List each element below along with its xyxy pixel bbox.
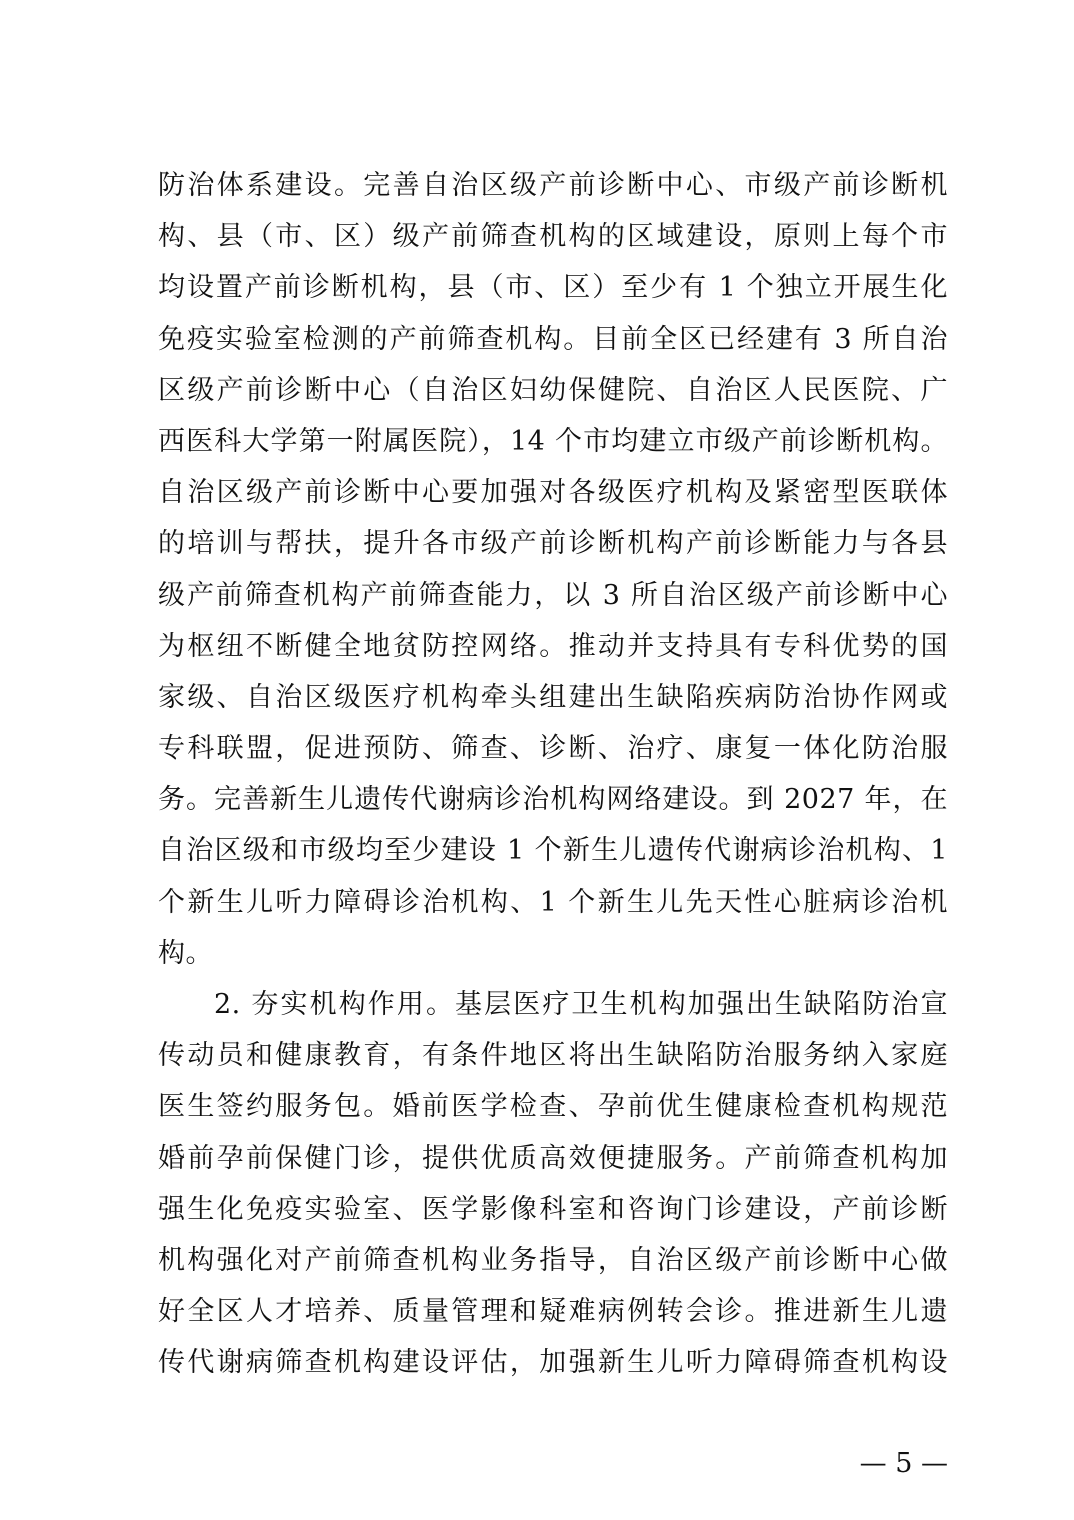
text-line-17: 2. 夯实机构作用。基层医疗卫生机构加强出生缺陷防治宣 — [214, 989, 948, 1020]
text-line-21: 强生化免疫实验室、医学影像科室和咨询门诊建设，产前诊断 — [158, 1193, 948, 1225]
text-line-24: 传代谢病筛查机构建设评估，加强新生儿听力障碍筛查机构设 — [158, 1347, 948, 1379]
text-line-4: 免疫实验室检测的产前筛查机构。目前全区已经建有 3 所自治 — [158, 323, 948, 355]
text-line-22: 机构强化对产前筛查机构业务指导，自治区级产前诊断中心做 — [158, 1244, 948, 1276]
text-line-15: 个新生儿听力障碍诊治机构、1 个新生儿先天性心脏病诊治机 — [158, 886, 948, 918]
text-line-23: 好全区人才培养、质量管理和疑难病例转会诊。推进新生儿遗 — [158, 1296, 948, 1328]
text-line-20: 婚前孕前保健门诊，提供优质高效便捷服务。产前筛查机构加 — [158, 1142, 948, 1174]
text-line-16: 构。 — [158, 937, 213, 969]
text-line-12: 专科联盟，促进预防、筛查、诊断、治疗、康复一体化防治服 — [158, 733, 948, 765]
text-line-13: 务。完善新生儿遗传代谢病诊治机构网络建设。到 2027 年，在 — [158, 784, 948, 816]
text-line-3: 均设置产前诊断机构，县（市、区）至少有 1 个独立开展生化 — [158, 272, 948, 304]
text-line-10: 为枢纽不断健全地贫防控网络。推动并支持具有专科优势的国 — [158, 630, 948, 662]
text-line-2: 构、县（市、区）级产前筛查机构的区域建设，原则上每个市 — [158, 221, 948, 253]
text-line-19: 医生签约服务包。婚前医学检查、孕前优生健康检查机构规范 — [158, 1091, 948, 1123]
text-line-1: 防治体系建设。完善自治区级产前诊断中心、市级产前诊断机 — [158, 170, 948, 201]
text-line-18: 传动员和健康教育，有条件地区将出生缺陷防治服务纳入家庭 — [158, 1040, 948, 1072]
text-line-11: 家级、自治区级医疗机构牵头组建出生缺陷疾病防治协作网或 — [158, 681, 948, 713]
text-line-8: 的培训与帮扶，提升各市级产前诊断机构产前诊断能力与各县 — [158, 528, 948, 560]
page-number: — 5 — — [859, 1448, 948, 1479]
text-line-14: 自治区级和市级均至少建设 1 个新生儿遗传代谢病诊治机构、1 — [158, 835, 948, 867]
text-line-6: 西医科大学第一附属医院），14 个市均建立市级产前诊断机构。 — [158, 425, 948, 457]
body-text — [158, 160, 948, 1389]
text-line-9: 级产前筛查机构产前筛查能力，以 3 所自治区级产前诊断中心 — [158, 579, 948, 611]
text-line-5: 区级产前诊断中心（自治区妇幼保健院、自治区人民医院、广 — [158, 374, 948, 406]
text-line-7: 自治区级产前诊断中心要加强对各级医疗机构及紧密型医联体 — [158, 477, 948, 509]
